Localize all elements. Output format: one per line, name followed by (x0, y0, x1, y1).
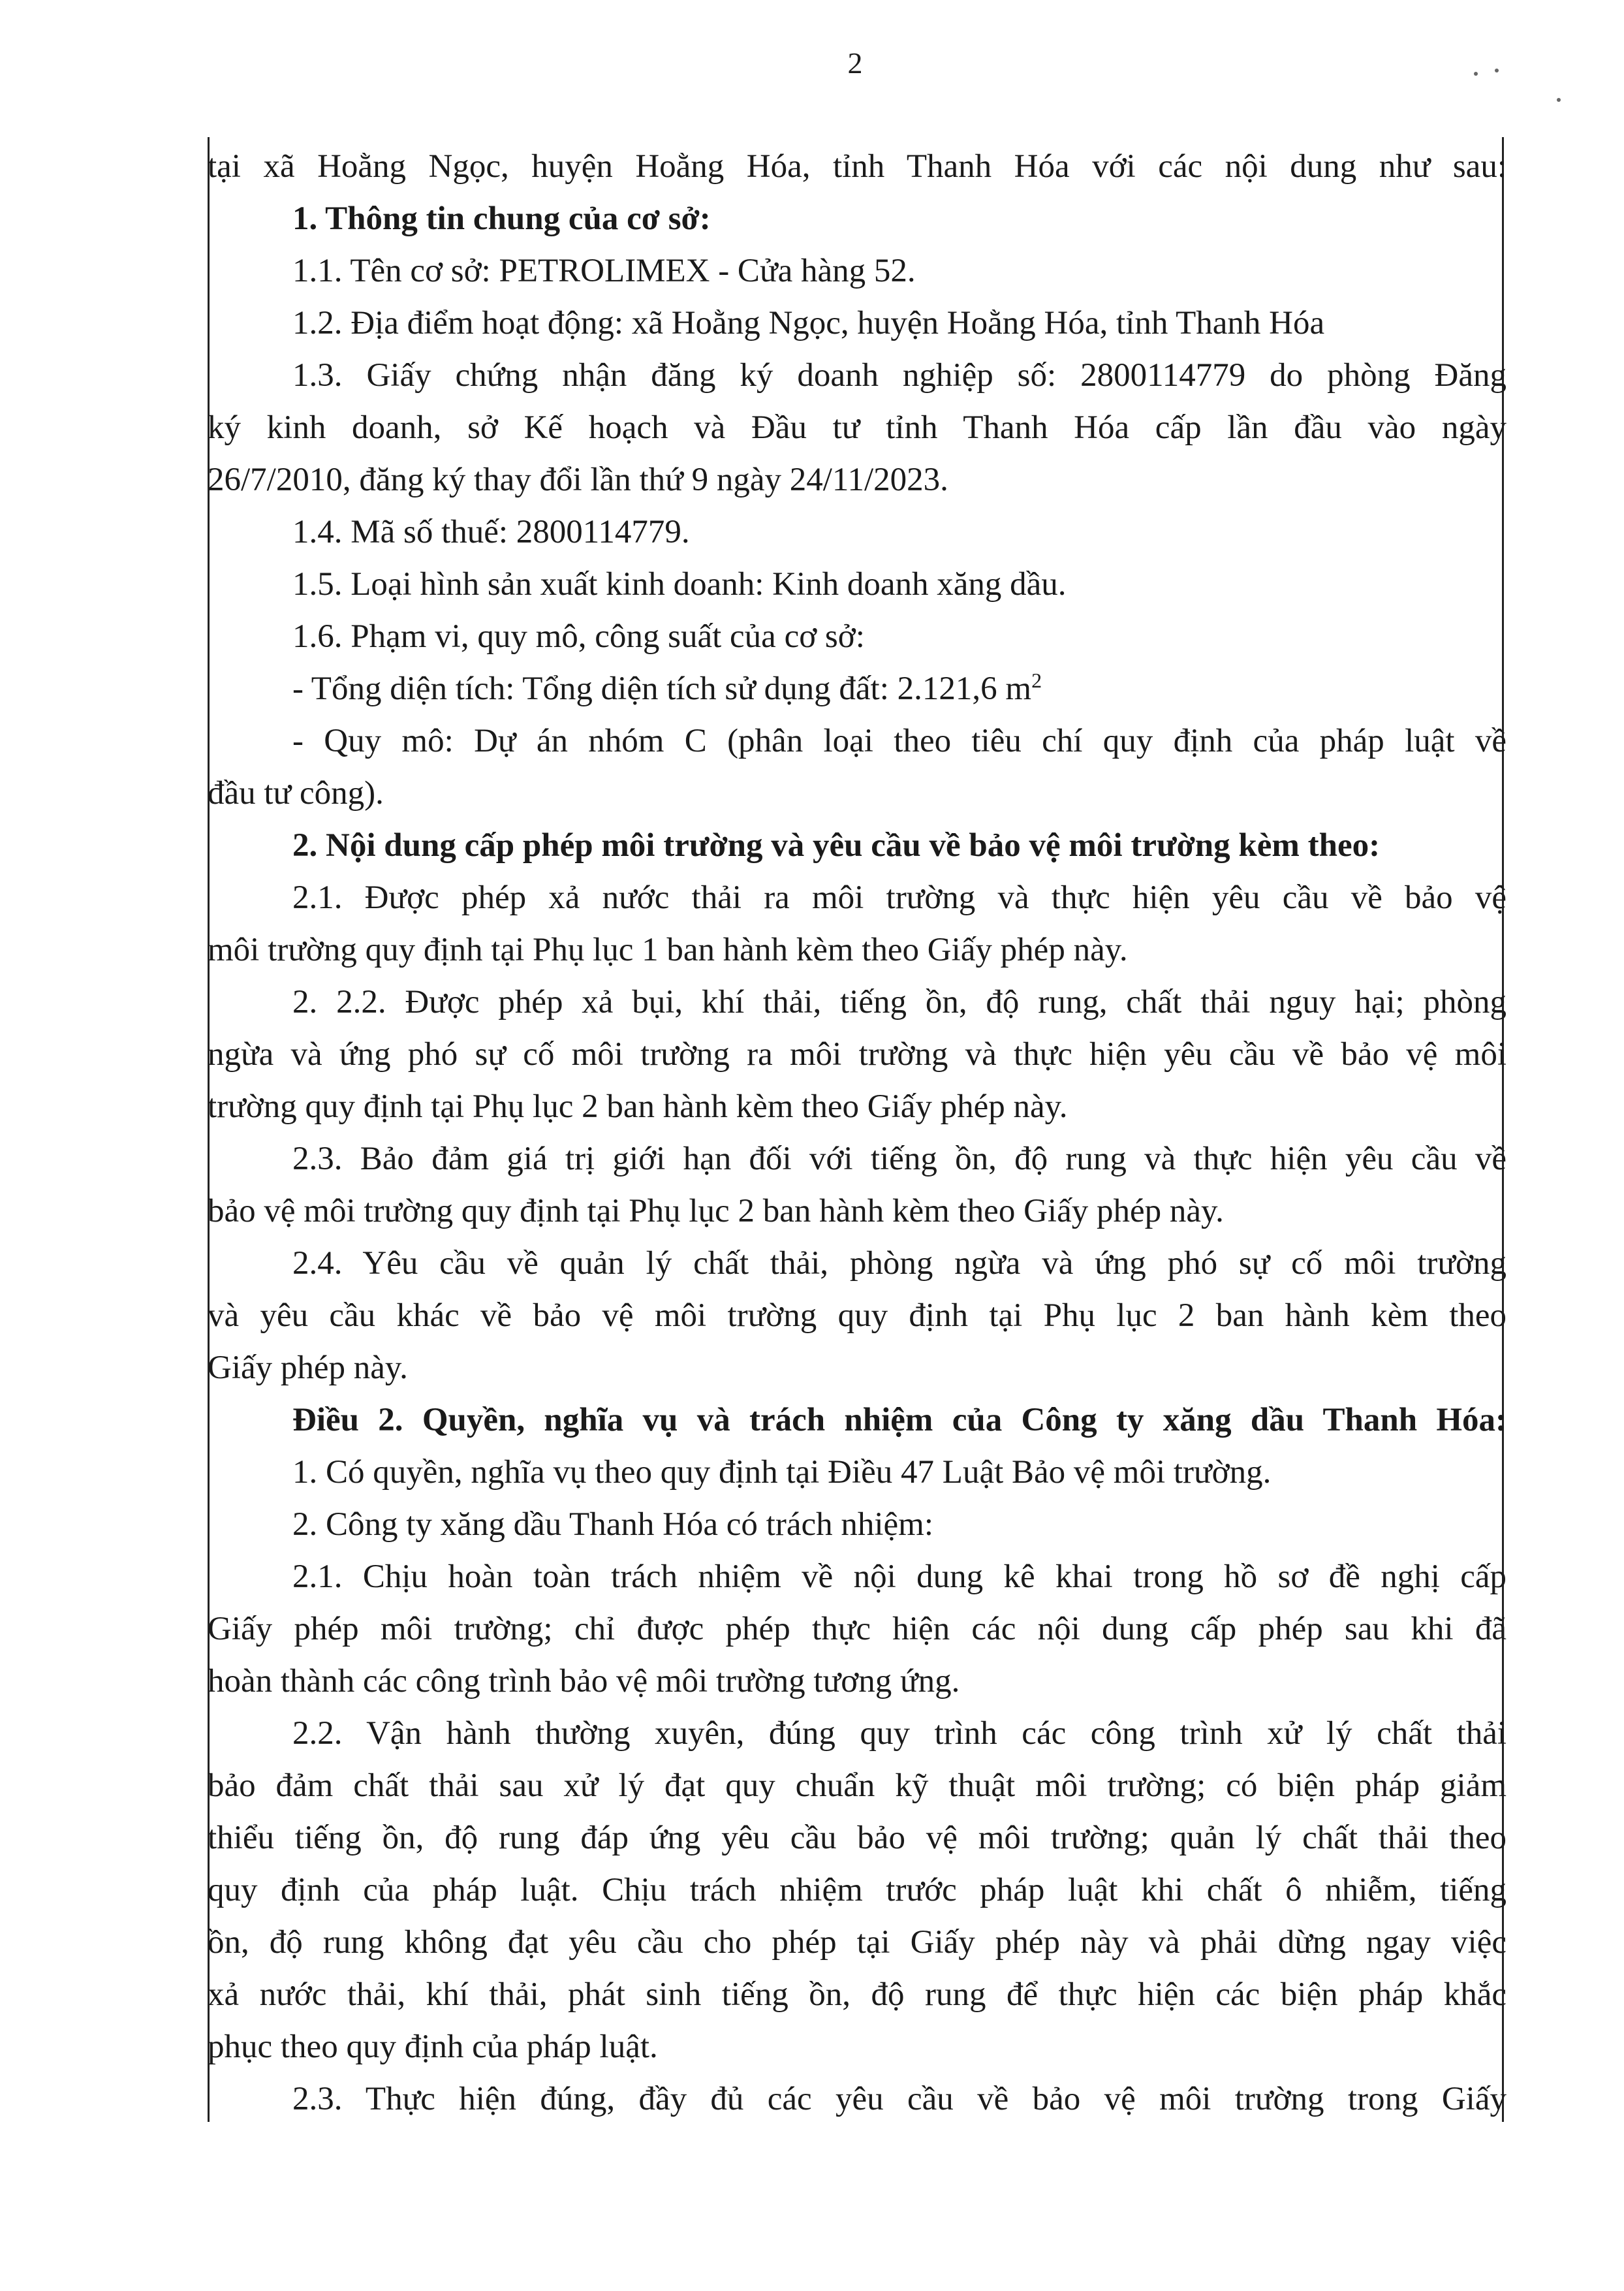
text-line: 2.3. Bảo đảm giá trị giới hạn đối với tiếng ồn, độ rung và thực hiện yêu cầu về (292, 1141, 1507, 1177)
text-line: 1.3. Giấy chứng nhận đăng ký doanh nghiệp số: 2800114779 do phòng Đăng (292, 357, 1507, 394)
text-line: 2. Công ty xăng dầu Thanh Hóa có trách nhiệm: (292, 1506, 933, 1543)
text-line: 1.1. Tên cơ sở: PETROLIMEX - Cửa hàng 52. (292, 253, 916, 289)
text-line: 2.2. Vận hành thường xuyên, đúng quy trình các công trình xử lý chất thải (292, 1715, 1507, 1752)
text-line: phục theo quy định của pháp luật. (208, 2029, 658, 2065)
section-heading: 1. Thông tin chung của cơ sở: (292, 200, 711, 237)
area-unit-superscript: 2 (1031, 669, 1042, 692)
scan-speck (1495, 69, 1499, 72)
article-heading: Điều 2. Quyền, nghĩa vụ và trách nhiệm của Công ty xăng dầu Thanh Hóa: (292, 1402, 1507, 1438)
text-line: 1. Có quyền, nghĩa vụ theo quy định tại Điều 47 Luật Bảo vệ môi trường. (292, 1454, 1272, 1491)
text-line: đầu tư công). (208, 775, 384, 812)
text-line: Giấy phép này. (208, 1350, 408, 1386)
text-line: 1.2. Địa điểm hoạt động: xã Hoằng Ngọc, huyện Hoằng Hóa, tỉnh Thanh Hóa (292, 305, 1325, 341)
text-line: xả nước thải, khí thải, phát sinh tiếng ồn, độ rung để thực hiện các biện pháp khắc (208, 1976, 1507, 2013)
scan-speck (1474, 72, 1478, 76)
text-line: ồn, độ rung không đạt yêu cầu cho phép tại Giấy phép này và phải dừng ngay việc (208, 1924, 1507, 1961)
text-line: quy định của pháp luật. Chịu trách nhiệm trước pháp luật khi chất ô nhiễm, tiếng (208, 1872, 1507, 1908)
text-line: hoàn thành các công trình bảo vệ môi trường tương ứng. (208, 1663, 960, 1699)
text-line: 2.1. Chịu hoàn toàn trách nhiệm về nội dung kê khai trong hồ sơ đề nghị cấp (292, 1558, 1507, 1595)
text-line: bảo đảm chất thải sau xử lý đạt quy chuẩn kỹ thuật môi trường; có biện pháp giảm (208, 1767, 1507, 1804)
text-line: 2.3. Thực hiện đúng, đầy đủ các yêu cầu về bảo vệ môi trường trong Giấy (292, 2081, 1507, 2117)
text-line: 26/7/2010, đăng ký thay đổi lần thứ 9 ngày 24/11/2023. (208, 462, 948, 498)
text-line: 2.4. Yêu cầu về quản lý chất thải, phòng ngừa và ứng phó sự cố môi trường (292, 1245, 1507, 1282)
section-heading: 2. Nội dung cấp phép môi trường và yêu cầu về bảo vệ môi trường kèm theo: (292, 827, 1381, 864)
text-line: - Quy mô: Dự án nhóm C (phân loại theo tiêu chí quy định của pháp luật về (292, 723, 1507, 759)
text-line: 1.5. Loại hình sản xuất kinh doanh: Kinh doanh xăng dầu. (292, 566, 1067, 603)
text-line: 2.1. Được phép xả nước thải ra môi trường và thực hiện yêu cầu về bảo vệ (292, 879, 1507, 916)
text-line: bảo vệ môi trường quy định tại Phụ lục 2 ban hành kèm theo Giấy phép này. (208, 1193, 1224, 1229)
text-line: thiểu tiếng ồn, độ rung đáp ứng yêu cầu bảo vệ môi trường; quản lý chất thải theo (208, 1820, 1507, 1856)
text-line: trường quy định tại Phụ lục 2 ban hành kèm theo Giấy phép này. (208, 1088, 1068, 1125)
area-line (208, 663, 1507, 715)
text-line: ký kinh doanh, sở Kế hoạch và Đầu tư tỉnh Thanh Hóa cấp lần đầu vào ngày (208, 409, 1507, 446)
text-line: 2. 2.2. Được phép xả bụi, khí thải, tiếng ồn, độ rung, chất thải nguy hại; phòng (292, 984, 1507, 1020)
text-line: 1.4. Mã số thuế: 2800114779. (292, 514, 690, 550)
text-line: ngừa và ứng phó sự cố môi trường ra môi trường và thực hiện yêu cầu về bảo vệ môi (208, 1036, 1507, 1073)
text-line: Giấy phép môi trường; chỉ được phép thực hiện các nội dung cấp phép sau khi đã (208, 1611, 1507, 1647)
page-number: 2 (847, 46, 863, 80)
text-line: môi trường quy định tại Phụ lục 1 ban hành kèm theo Giấy phép này. (208, 932, 1128, 968)
scan-speck (1557, 98, 1561, 102)
text-line: và yêu cầu khác về bảo vệ môi trường quy định tại Phụ lục 2 ban hành kèm theo (208, 1297, 1507, 1334)
text-line: tại xã Hoằng Ngọc, huyện Hoằng Hóa, tỉnh Thanh Hóa với các nội dung như sau: (208, 148, 1507, 185)
area-text: - Tổng diện tích: Tổng diện tích sử dụng đất: 2.121,6 m (292, 671, 1032, 707)
text-line: 1.6. Phạm vi, quy mô, công suất của cơ sở: (292, 618, 865, 655)
